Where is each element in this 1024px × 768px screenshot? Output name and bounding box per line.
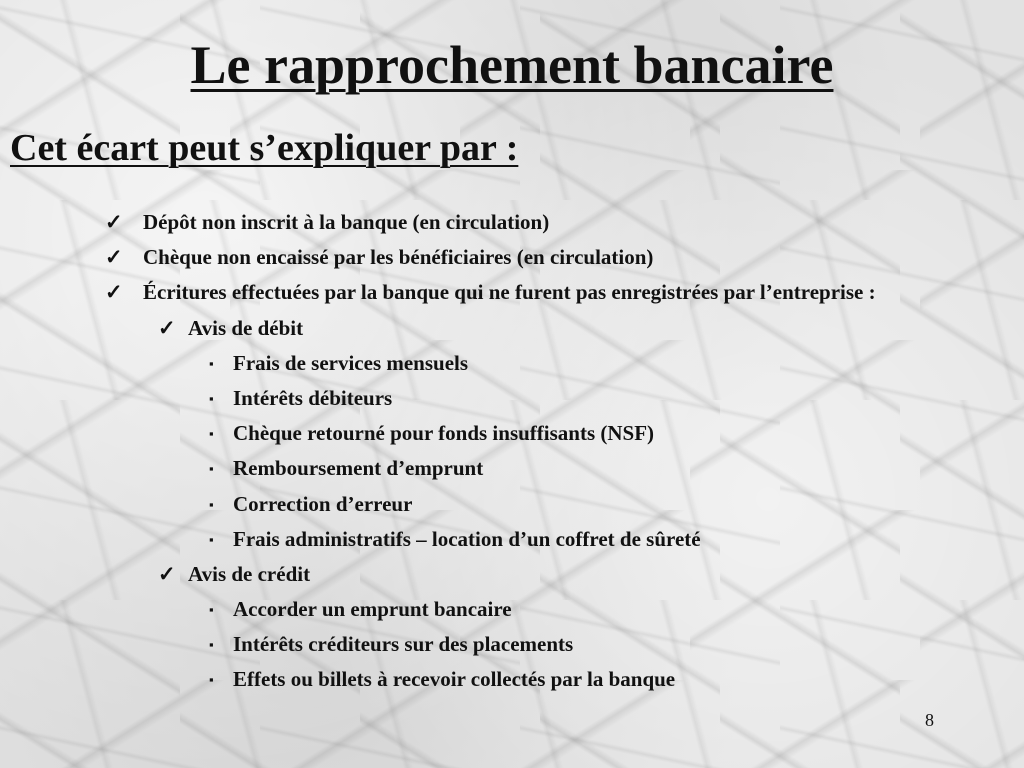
checkmark-icon: ✓ xyxy=(158,561,176,586)
list-item xyxy=(0,316,1024,341)
list-item-text: Remboursement d’emprunt xyxy=(233,456,484,481)
list-item-text: Correction d’erreur xyxy=(233,491,413,516)
square-bullet-icon: ▪ xyxy=(209,461,214,477)
list-item xyxy=(0,210,913,235)
list-item-text: Chèque non encaissé par les bénéficiaires (en circulation) xyxy=(143,245,654,270)
list-item xyxy=(0,667,1024,692)
list-item xyxy=(0,351,1024,376)
list-item xyxy=(0,456,1024,481)
square-bullet-icon: ▪ xyxy=(209,602,214,618)
list-item-text: Chèque retourné pour fonds insuffisants (NSF) xyxy=(233,421,655,446)
square-bullet-icon: ▪ xyxy=(209,637,214,653)
checkmark-icon: ✓ xyxy=(158,315,176,340)
bullet-list xyxy=(0,210,1024,703)
list-item xyxy=(0,386,1024,411)
list-item-text: Frais administratifs – location d’un coffret de sûreté xyxy=(233,526,701,551)
list-item-text: Écritures effectuées par la banque qui ne furent pas enregistrées par l’entreprise : xyxy=(143,280,876,305)
list-item-text: Frais de services mensuels xyxy=(233,350,469,375)
list-item-text: Accorder un emprunt bancaire xyxy=(233,597,512,622)
slide-subtitle: Cet écart peut s’expliquer par : xyxy=(10,127,519,169)
square-bullet-icon: ▪ xyxy=(209,672,214,688)
list-item-text: Avis de crédit xyxy=(188,561,311,586)
list-item xyxy=(0,245,913,270)
page-number: 8 xyxy=(925,710,934,730)
list-item xyxy=(0,562,1024,587)
list-item-text: Intérêts créditeurs sur des placements xyxy=(233,632,574,657)
square-bullet-icon: ▪ xyxy=(209,496,214,512)
list-item xyxy=(0,632,1024,657)
list-item-text: Effets ou billets à recevoir collectés par la banque xyxy=(233,667,676,692)
list-item xyxy=(0,421,1024,446)
checkmark-icon: ✓ xyxy=(105,245,123,270)
list-item-text: Dépôt non inscrit à la banque (en circulation) xyxy=(143,210,550,234)
square-bullet-icon: ▪ xyxy=(209,531,214,547)
list-item-text: Intérêts débiteurs xyxy=(233,385,393,410)
list-item xyxy=(0,597,1024,622)
checkmark-icon: ✓ xyxy=(105,210,123,234)
list-item xyxy=(0,492,1024,517)
list-item-text: Avis de débit xyxy=(188,315,304,340)
square-bullet-icon: ▪ xyxy=(209,355,214,371)
square-bullet-icon: ▪ xyxy=(209,426,214,442)
slide-title: Le rapprochement bancaire xyxy=(190,35,834,95)
list-item xyxy=(0,280,913,305)
list-item xyxy=(0,527,1024,552)
checkmark-icon: ✓ xyxy=(105,280,123,305)
square-bullet-icon: ▪ xyxy=(209,390,214,406)
